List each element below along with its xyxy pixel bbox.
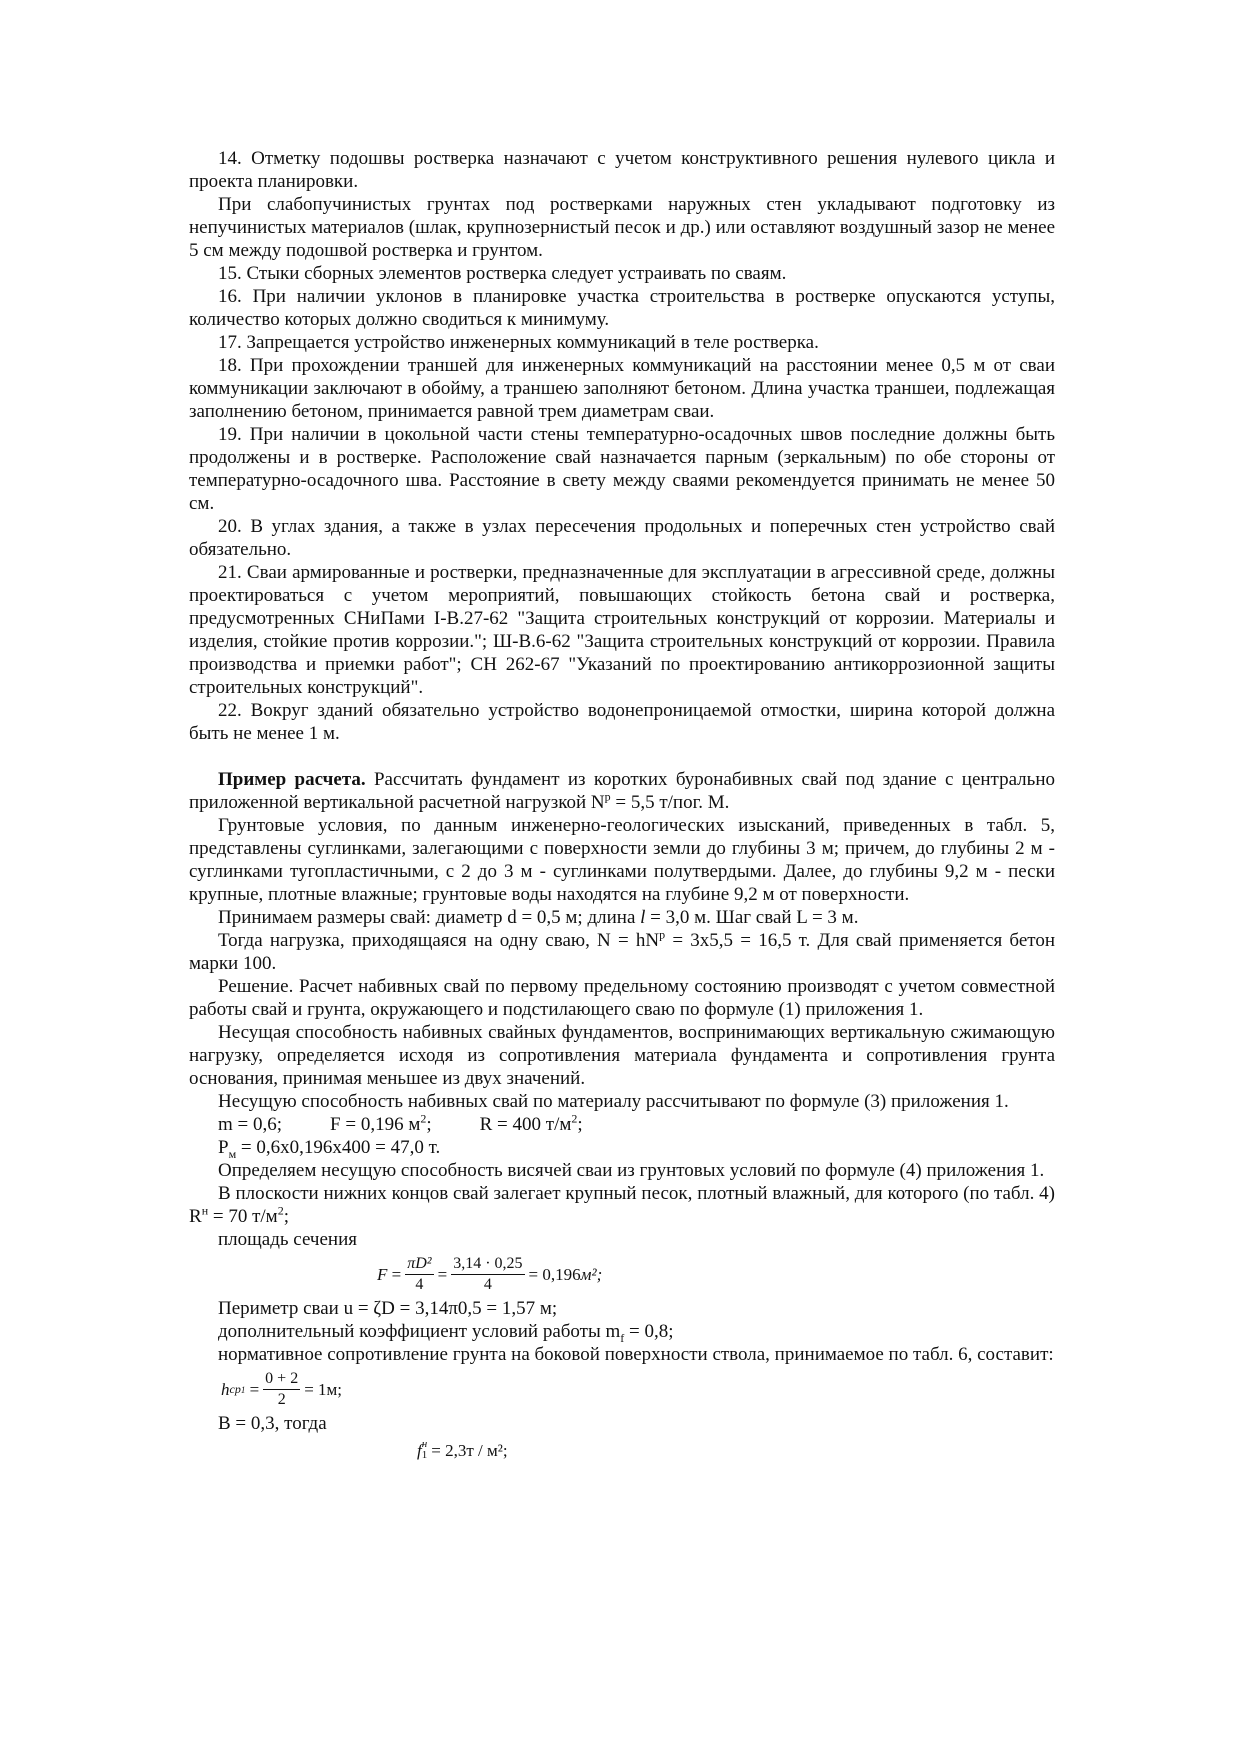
- paragraph-17: 17. Запрещается устройство инженерных коммуникаций в теле ростверка.: [218, 332, 819, 353]
- paragraph-20: 20. В углах здания, а также в узлах пересечения продольных и поперечных стен устройство свай обязательно.: [189, 516, 1055, 560]
- b-line: В = 0,3, тогда: [218, 1413, 327, 1434]
- paragraph-22: 22. Вокруг зданий обязательно устройство водонепроницаемой отмостки, ширина которой должна быть не менее 1 м.: [189, 700, 1055, 744]
- pm-line: $P_м = 0,6х0,196х400 = 47,0$ т.: [218, 1137, 441, 1161]
- area-label: площадь сечения: [218, 1229, 357, 1250]
- plane-paragraph: В плоскости нижних концов свай залегает крупный песок, плотный влажный, для которого (по табл. 4) $R^н = 70$ $т/м^2$;: [189, 1183, 1055, 1227]
- soilcap-paragraph: Определяем несущую способность висячей сваи из грунтовых условий по формуле (4) приложения 1.: [218, 1160, 1045, 1181]
- document-page: [189, 147, 1055, 1465]
- paragraph-18: 18. При прохождении траншей для инженерных коммуникаций на расстоянии менее 0,5 м от сваи коммуникации заключают в обойму, а траншею заполняют бетоном. Длина участка траншеи, подлежащая заполнению бетоном, принимается равной трем диаметрам сваи.: [189, 355, 1055, 422]
- formula-area: F = $\frac{\text{πD²}}{4}$ = $\frac{3,14 \cdot 0,25}{4}$ = 0,196 м²;: [377, 1254, 603, 1293]
- dims-paragraph: Принимаем размеры свай: диаметр d = 0,5 м; длина l = 3,0 м. Шаг свай L = 3 м.: [218, 907, 859, 928]
- material-paragraph: Несущую способность набивных свай по материалу рассчитывают по формуле (3) приложения 1.: [218, 1091, 1009, 1112]
- coef-line: дополнительный коэффициент условий работы $m_f = 0,8$;: [218, 1321, 674, 1345]
- example-paragraph: Пример расчета. Рассчитать фундамент из коротких буронабивных свай под здание с центрально приложенной вертикальной расчетной нагрузкой $N^р = 5,5$ т/пог. М.: [189, 769, 1055, 813]
- perimeter-line: Периметр сваи u = ζD = 3,14π0,5 = 1,57 м;: [218, 1298, 558, 1319]
- paragraph-15: 15. Стыки сборных элементов ростверка следует устраивать по сваям.: [218, 263, 787, 284]
- soil-paragraph: Грунтовые условия, по данным инженерно-геологических изысканий, приведенных в табл. 5, представлены суглинками, залегающими с поверхности земли до глубины 3 м; причем, до глубины 2 м - суглинками тугопластичными, с 2 до 3 м - суглинками полутвердыми. Далее, до глубины 9,2 м - пески крупные, плотные влажные; грунтовые воды находятся на глубине 9,2 м от поверхности.: [189, 815, 1055, 905]
- capacity-paragraph: Несущая способность набивных свайных фундаментов, воспринимающих вертикальную сжимающую нагрузку, определяется исходя из сопротивления материала фундамента и сопротивления грунта основания, принимая меньшее из двух значений.: [189, 1022, 1055, 1089]
- formula-depth: h ср1 = $\frac{0 + 2}{2}$ = 1м;: [221, 1369, 343, 1408]
- solution-paragraph: Решение. Расчет набивных свай по первому предельному состоянию производят с учетом совместной работы свай и грунта, окружающего и подстилающего сваю по формуле (1) приложения 1.: [189, 976, 1055, 1020]
- paragraph-14-note: При слабопучинистых грунтах под ростверками наружных стен укладывают подготовку из непучинистых материалов (шлак, крупнозернистый песок и др.) или оставляют воздушный зазор не менее 5 см между подошвой ростверка и грунтом.: [189, 194, 1055, 261]
- norm-paragraph: нормативное сопротивление грунта на боковой поверхности ствола, принимаемое по табл. 6, составит:: [218, 1344, 1054, 1365]
- example-heading: Пример расчета.: [218, 769, 366, 790]
- params-line: m = 0,6; F = 0,196 $м^2$; R = 400 $т/м^2$;: [218, 1111, 583, 1135]
- paragraph-19: 19. При наличии в цокольной части стены температурно-осадочных швов последние должны быть продолжены и в ростверке. Расположение свай назначается парным (зеркальным) по обе стороны от температурно-осадочного шва. Расстояние в свету между сваями рекомендуется принимать не менее 50 см.: [189, 424, 1055, 514]
- paragraph-21: 21. Сваи армированные и ростверки, предназначенные для эксплуатации в агрессивной среде, должны проектироваться с учетом мероприятий, повышающих стойкость бетона свай и ростверка, предусмотренных СНиПами I-В.27-62 "Защита строительных конструкций от коррозии. Материалы и изделия, стойкие против коррозии."; Ш-В.6-62 "Защита строительных конструкций от коррозии. Правила производства и приемки работ"; СН 262-67 "Указаний по проектированию антикоррозионной защиты строительных конструкций".: [189, 562, 1055, 698]
- load-paragraph: Тогда нагрузка, приходящаяся на одну сваю, $N = hN^р = 3х5,5 = 16,5$ т. Для свай применяется бетон марки 100.: [189, 927, 1055, 974]
- paragraph-14: 14. Отметку подошвы ростверка назначают с учетом конструктивного решения нулевого цикла и проекта планировки.: [189, 148, 1055, 192]
- formula-f1: f н 1 = 2,3т / м²;: [417, 1438, 508, 1461]
- paragraph-16: 16. При наличии уклонов в планировке участка строительства в ростверке опускаются уступы, количество которых должно сводиться к минимуму.: [189, 286, 1055, 330]
